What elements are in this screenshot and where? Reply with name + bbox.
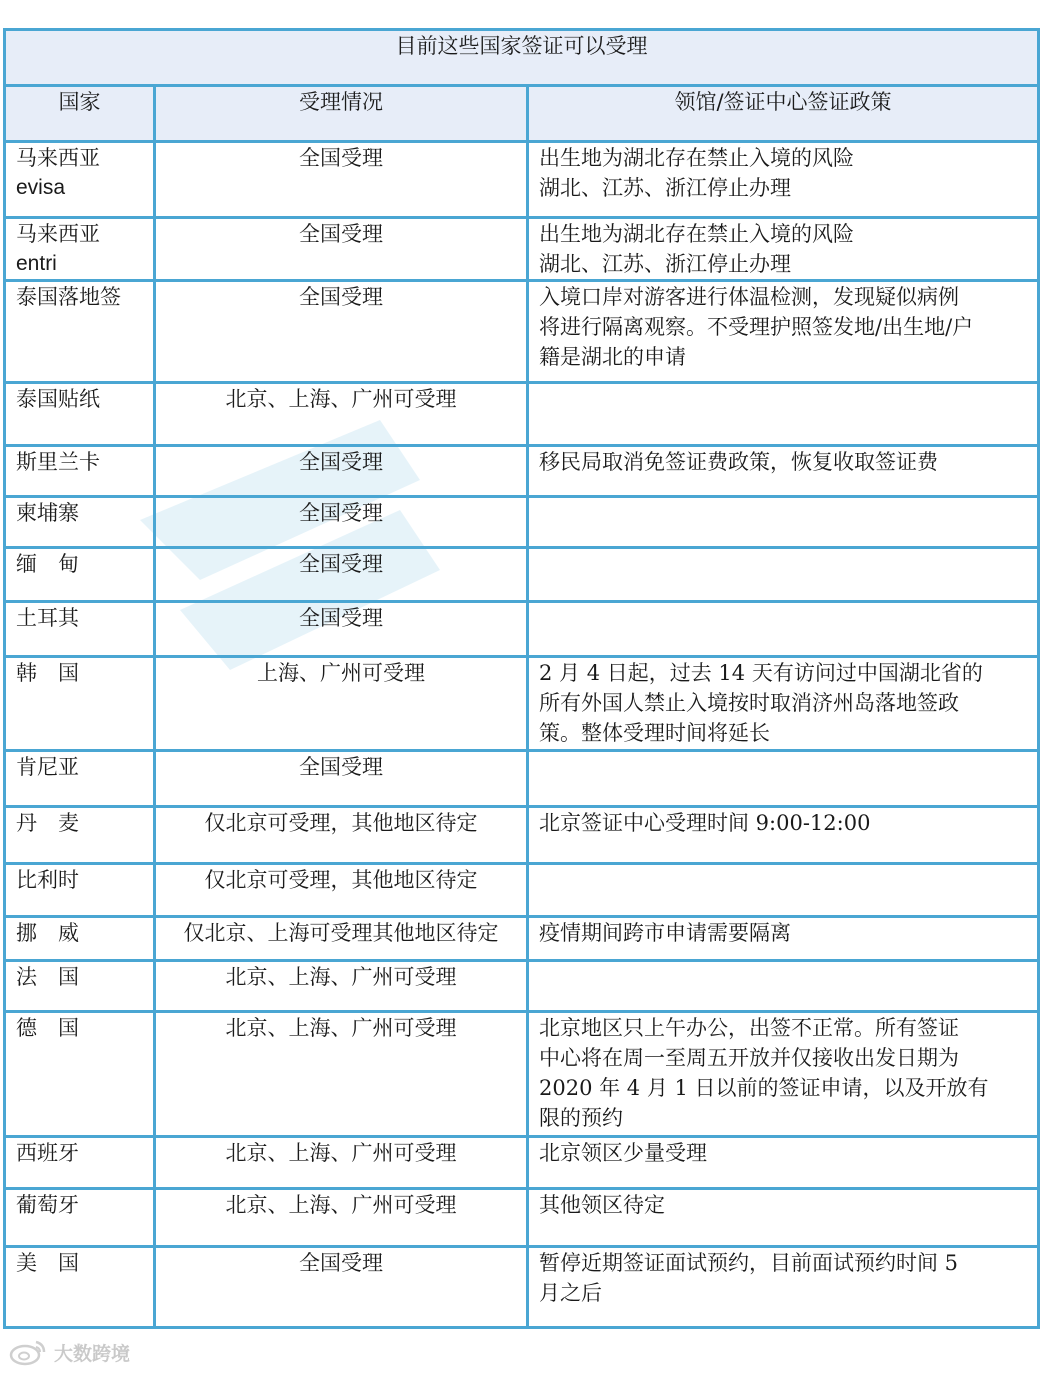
country-cell xyxy=(5,383,155,446)
status-cell: 北京、上海、广州可受理 xyxy=(155,961,528,1012)
country-cell xyxy=(5,142,155,218)
country-cell xyxy=(5,807,155,864)
table-row xyxy=(5,1247,1039,1328)
table-row xyxy=(5,961,1039,1012)
table-row xyxy=(5,1189,1039,1247)
policy-cell: 2 月 4 日起，过去 14 天有访问过中国湖北省的 所有外国人禁止入境按时取消济州岛落地签政 策。整体受理时间将延长 xyxy=(528,657,1039,751)
country-cell xyxy=(5,1189,155,1247)
status-cell: 全国受理 xyxy=(155,751,528,807)
status-cell: 北京、上海、广州可受理 xyxy=(155,383,528,446)
status-cell: 上海、广州可受理 xyxy=(155,657,528,751)
policy-cell xyxy=(528,751,1039,807)
country-name: 韩 国 xyxy=(16,661,79,685)
status-cell: 全国受理 xyxy=(155,1247,528,1328)
footer-brand-name: 大数跨境 xyxy=(54,1342,131,1365)
status-cell: 仅北京、上海可受理其他地区待定 xyxy=(155,917,528,961)
country-name: 法 国 xyxy=(16,965,79,989)
country-name: 挪 威 xyxy=(16,921,79,945)
policy-cell: 出生地为湖北存在禁止入境的风险 湖北、江苏、浙江停止办理 xyxy=(528,142,1039,218)
country-cell xyxy=(5,548,155,602)
policy-cell: 北京地区只上午办公，出签不正常。所有签证 中心将在周一至周五开放并仅接收出发日期为 2020 年 4 月 1 日以前的签证申请，以及开放有 限的预约 xyxy=(528,1012,1039,1137)
weibo-icon xyxy=(8,1338,48,1366)
table-row xyxy=(5,602,1039,657)
country-name: 葡萄牙 xyxy=(16,1193,79,1217)
country-name: 泰国落地签 xyxy=(16,285,121,309)
policy-cell xyxy=(528,864,1039,917)
country-cell xyxy=(5,218,155,281)
country-cell xyxy=(5,961,155,1012)
status-cell: 全国受理 xyxy=(155,218,528,281)
country-cell xyxy=(5,1012,155,1137)
policy-cell: 北京签证中心受理时间 9:00-12:00 xyxy=(528,807,1039,864)
footer-brand xyxy=(8,1338,130,1366)
policy-cell xyxy=(528,961,1039,1012)
country-cell xyxy=(5,864,155,917)
table-row xyxy=(5,281,1039,383)
country-name: 泰国贴纸 xyxy=(16,387,100,411)
column-header-policy: 领馆/签证中心签证政策 xyxy=(528,86,1039,142)
table-row xyxy=(5,218,1039,281)
column-header-status: 受理情况 xyxy=(155,86,528,142)
table-row xyxy=(5,657,1039,751)
table-body xyxy=(5,142,1039,1328)
country-name: 斯里兰卡 xyxy=(16,450,100,474)
country-name: 马来西亚 xyxy=(16,222,100,246)
country-cell xyxy=(5,446,155,497)
table-row xyxy=(5,807,1039,864)
table-row xyxy=(5,751,1039,807)
country-visa-type: evisa xyxy=(16,176,66,199)
country-visa-type: entri xyxy=(16,252,57,275)
policy-cell xyxy=(528,383,1039,446)
table-row xyxy=(5,497,1039,548)
country-name: 缅 甸 xyxy=(16,552,79,576)
status-cell: 全国受理 xyxy=(155,446,528,497)
status-cell: 仅北京可受理，其他地区待定 xyxy=(155,807,528,864)
country-cell xyxy=(5,602,155,657)
policy-cell: 其他领区待定 xyxy=(528,1189,1039,1247)
table-row xyxy=(5,917,1039,961)
status-cell: 全国受理 xyxy=(155,142,528,218)
table-row xyxy=(5,864,1039,917)
status-cell: 北京、上海、广州可受理 xyxy=(155,1137,528,1189)
column-header-country: 国家 xyxy=(5,86,155,142)
table-row xyxy=(5,446,1039,497)
country-cell xyxy=(5,497,155,548)
table-row xyxy=(5,548,1039,602)
country-name: 马来西亚 xyxy=(16,146,100,170)
country-cell xyxy=(5,1137,155,1189)
status-cell: 北京、上海、广州可受理 xyxy=(155,1189,528,1247)
table-row xyxy=(5,1012,1039,1137)
table-row xyxy=(5,383,1039,446)
country-name: 德 国 xyxy=(16,1016,79,1040)
country-name: 土耳其 xyxy=(16,606,79,630)
policy-cell xyxy=(528,548,1039,602)
status-cell: 全国受理 xyxy=(155,602,528,657)
status-cell: 全国受理 xyxy=(155,281,528,383)
country-name: 柬埔寨 xyxy=(16,501,79,525)
visa-table-sheet xyxy=(3,28,1037,1329)
status-cell: 北京、上海、广州可受理 xyxy=(155,1012,528,1137)
policy-cell: 北京领区少量受理 xyxy=(528,1137,1039,1189)
country-cell xyxy=(5,281,155,383)
table-title: 目前这些国家签证可以受理 xyxy=(5,30,1039,86)
table-row xyxy=(5,142,1039,218)
country-cell xyxy=(5,1247,155,1328)
country-name: 西班牙 xyxy=(16,1141,79,1165)
country-cell xyxy=(5,657,155,751)
status-cell: 全国受理 xyxy=(155,548,528,602)
country-name: 美 国 xyxy=(16,1251,79,1275)
policy-cell: 疫情期间跨市申请需要隔离 xyxy=(528,917,1039,961)
country-name: 丹 麦 xyxy=(16,811,79,835)
table-row xyxy=(5,1137,1039,1189)
policy-cell: 移民局取消免签证费政策，恢复收取签证费 xyxy=(528,446,1039,497)
policy-cell xyxy=(528,497,1039,548)
status-cell: 仅北京可受理，其他地区待定 xyxy=(155,864,528,917)
policy-cell xyxy=(528,602,1039,657)
country-cell xyxy=(5,917,155,961)
country-cell xyxy=(5,751,155,807)
country-name: 肯尼亚 xyxy=(16,755,79,779)
policy-cell: 入境口岸对游客进行体温检测，发现疑似病例 将进行隔离观察。不受理护照签发地/出生地/户 籍是湖北的申请 xyxy=(528,281,1039,383)
visa-policy-table xyxy=(3,28,1040,1329)
status-cell: 全国受理 xyxy=(155,497,528,548)
country-name: 比利时 xyxy=(16,868,79,892)
policy-cell: 出生地为湖北存在禁止入境的风险 湖北、江苏、浙江停止办理 xyxy=(528,218,1039,281)
policy-cell: 暂停近期签证面试预约，目前面试预约时间 5 月之后 xyxy=(528,1247,1039,1328)
